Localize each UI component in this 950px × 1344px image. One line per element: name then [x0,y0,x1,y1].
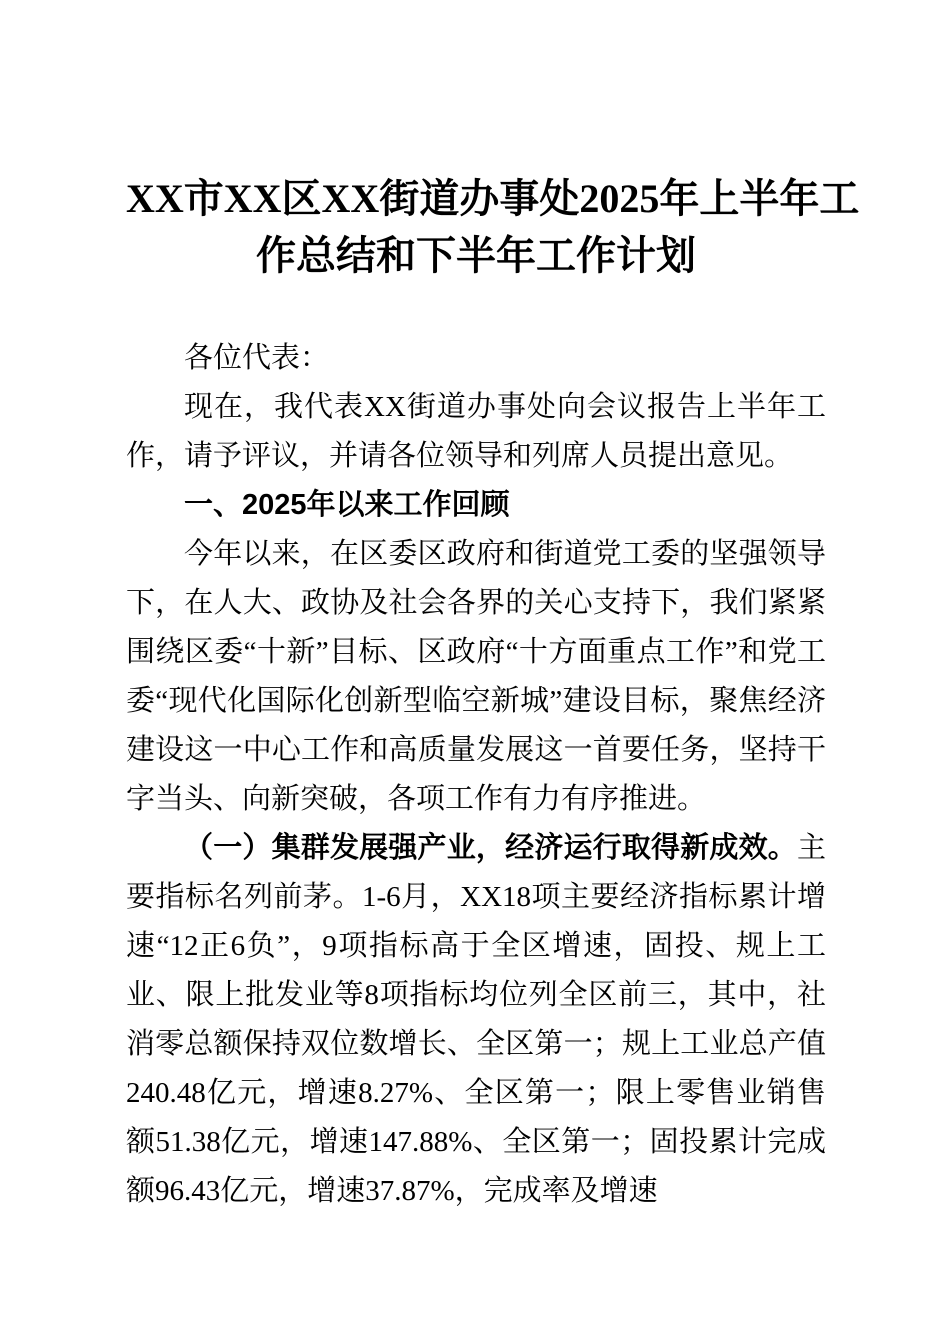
document-title-line-1: XX市XX区XX街道办事处2025年上半年工 [126,176,860,221]
subsection-1-text: 主要指标名列前茅。1-6月，XX18项主要经济指标累计增速“12正6负”，9项指标高于全区增速，固投、规上工业、限上批发业等8项指标均位列全区前三，其中，社消零总额保持双位数增长、全区第一；规上工业总产值240.48亿元，增速8.27%、全区第一；限上零售业销售额51.38亿元，增速147.88%、全区第一；固投累计完成额96.43亿元，增速37.87%，完成率及增速 [126,832,826,1207]
subsection-1-heading: （一）集群发展强产业，经济运行取得新成效。 [184,832,797,864]
section-heading-2025-review: 一、2025年以来工作回顾 [184,489,510,521]
document-title-line-2: 作总结和下半年工作计划 [256,233,696,278]
overview-paragraph: 今年以来，在区委区政府和街道党工委的坚强领导下，在人大、政协及社会各界的关心支持下，我们紧紧围绕区委“十新”目标、区政府“十方面重点工作”和党工委“现代化国际化创新型临空新城”建设目标，聚焦经济建设这一中心工作和高质量发展这一首要任务，坚持干字当头、向新突破，各项工作有力有序推进。 [126,538,826,815]
subsection-1-paragraph [126,824,826,1216]
document-title [126,170,860,284]
salutation-line: 各位代表： [184,342,330,374]
intro-paragraph: 现在，我代表XX街道办事处向会议报告上半年工作，请予评议，并请各位领导和列席人员提出意见。 [126,391,826,472]
